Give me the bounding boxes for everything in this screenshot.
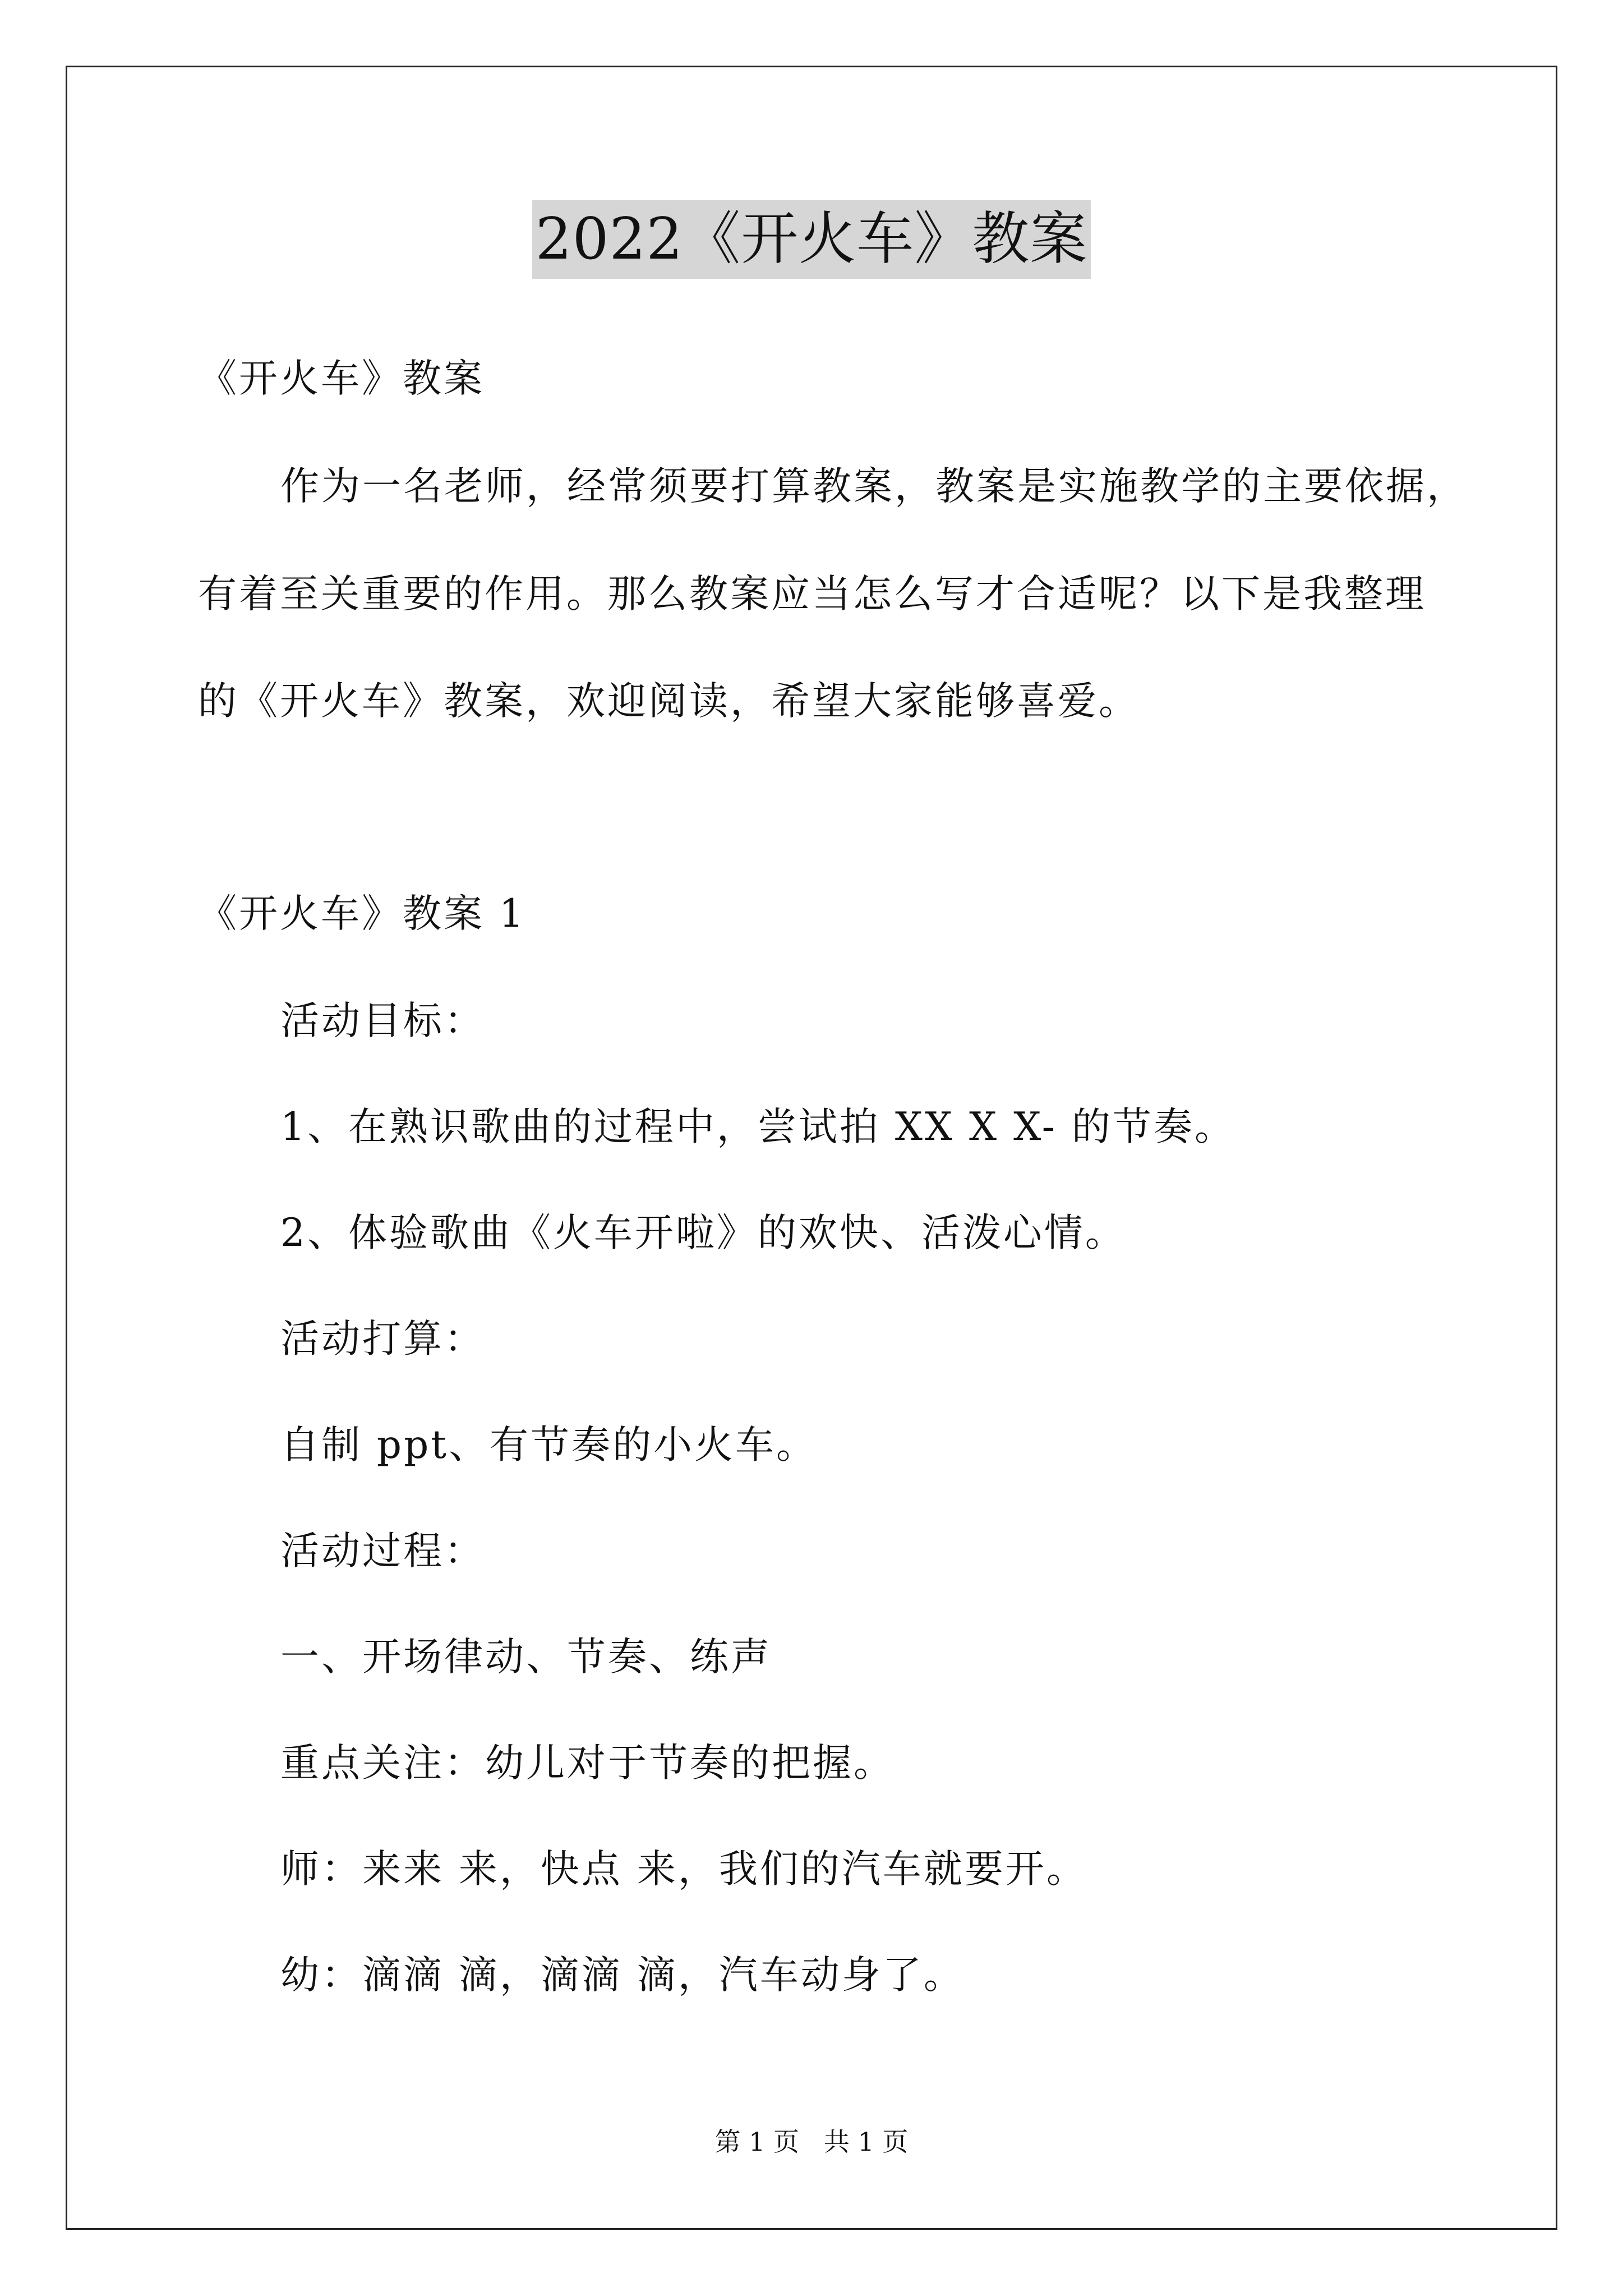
document-subtitle: 《开火车》教案 xyxy=(198,356,485,401)
page-footer: 第 1 页 共 1 页 xyxy=(714,2127,909,2157)
body-line: 活动打算： xyxy=(280,1317,485,1361)
body-line: 活动过程： xyxy=(280,1529,485,1573)
body-line: 幼：滴滴 滴，滴滴 滴，汽车动身了。 xyxy=(280,1953,965,1998)
body-line: 2、体验歌曲《火车开啦》的欢快、活泼心情。 xyxy=(280,1211,1126,1255)
intro-line: 有着至关重要的作用。那么教案应当怎么写才合适呢？以下是我整理 xyxy=(198,572,1426,616)
intro-line: 的《开火车》教案，欢迎阅读，希望大家能够喜爱。 xyxy=(198,679,1140,724)
body-line: 一、开场律动、节奏、练声 xyxy=(280,1635,772,1680)
title-container xyxy=(0,200,1623,279)
intro-line: 作为一名老师，经常须要打算教案，教案是实施教学的主要依据， xyxy=(280,464,1468,509)
body-line: 活动目标： xyxy=(280,999,485,1043)
section-heading: 《开火车》教案 1 xyxy=(198,891,526,936)
body-line: 师：来来 来，快点 来，我们的汽车就要开。 xyxy=(280,1847,1087,1892)
body-line: 重点关注：幼儿对于节奏的把握。 xyxy=(280,1741,895,1786)
body-line: 1、在熟识歌曲的过程中，尝试拍 XX X X- 的节奏。 xyxy=(280,1105,1235,1149)
document-title: 2022《开火车》教案 xyxy=(532,200,1091,279)
body-line: 自制 ppt、有节奏的小火车。 xyxy=(280,1423,817,1467)
